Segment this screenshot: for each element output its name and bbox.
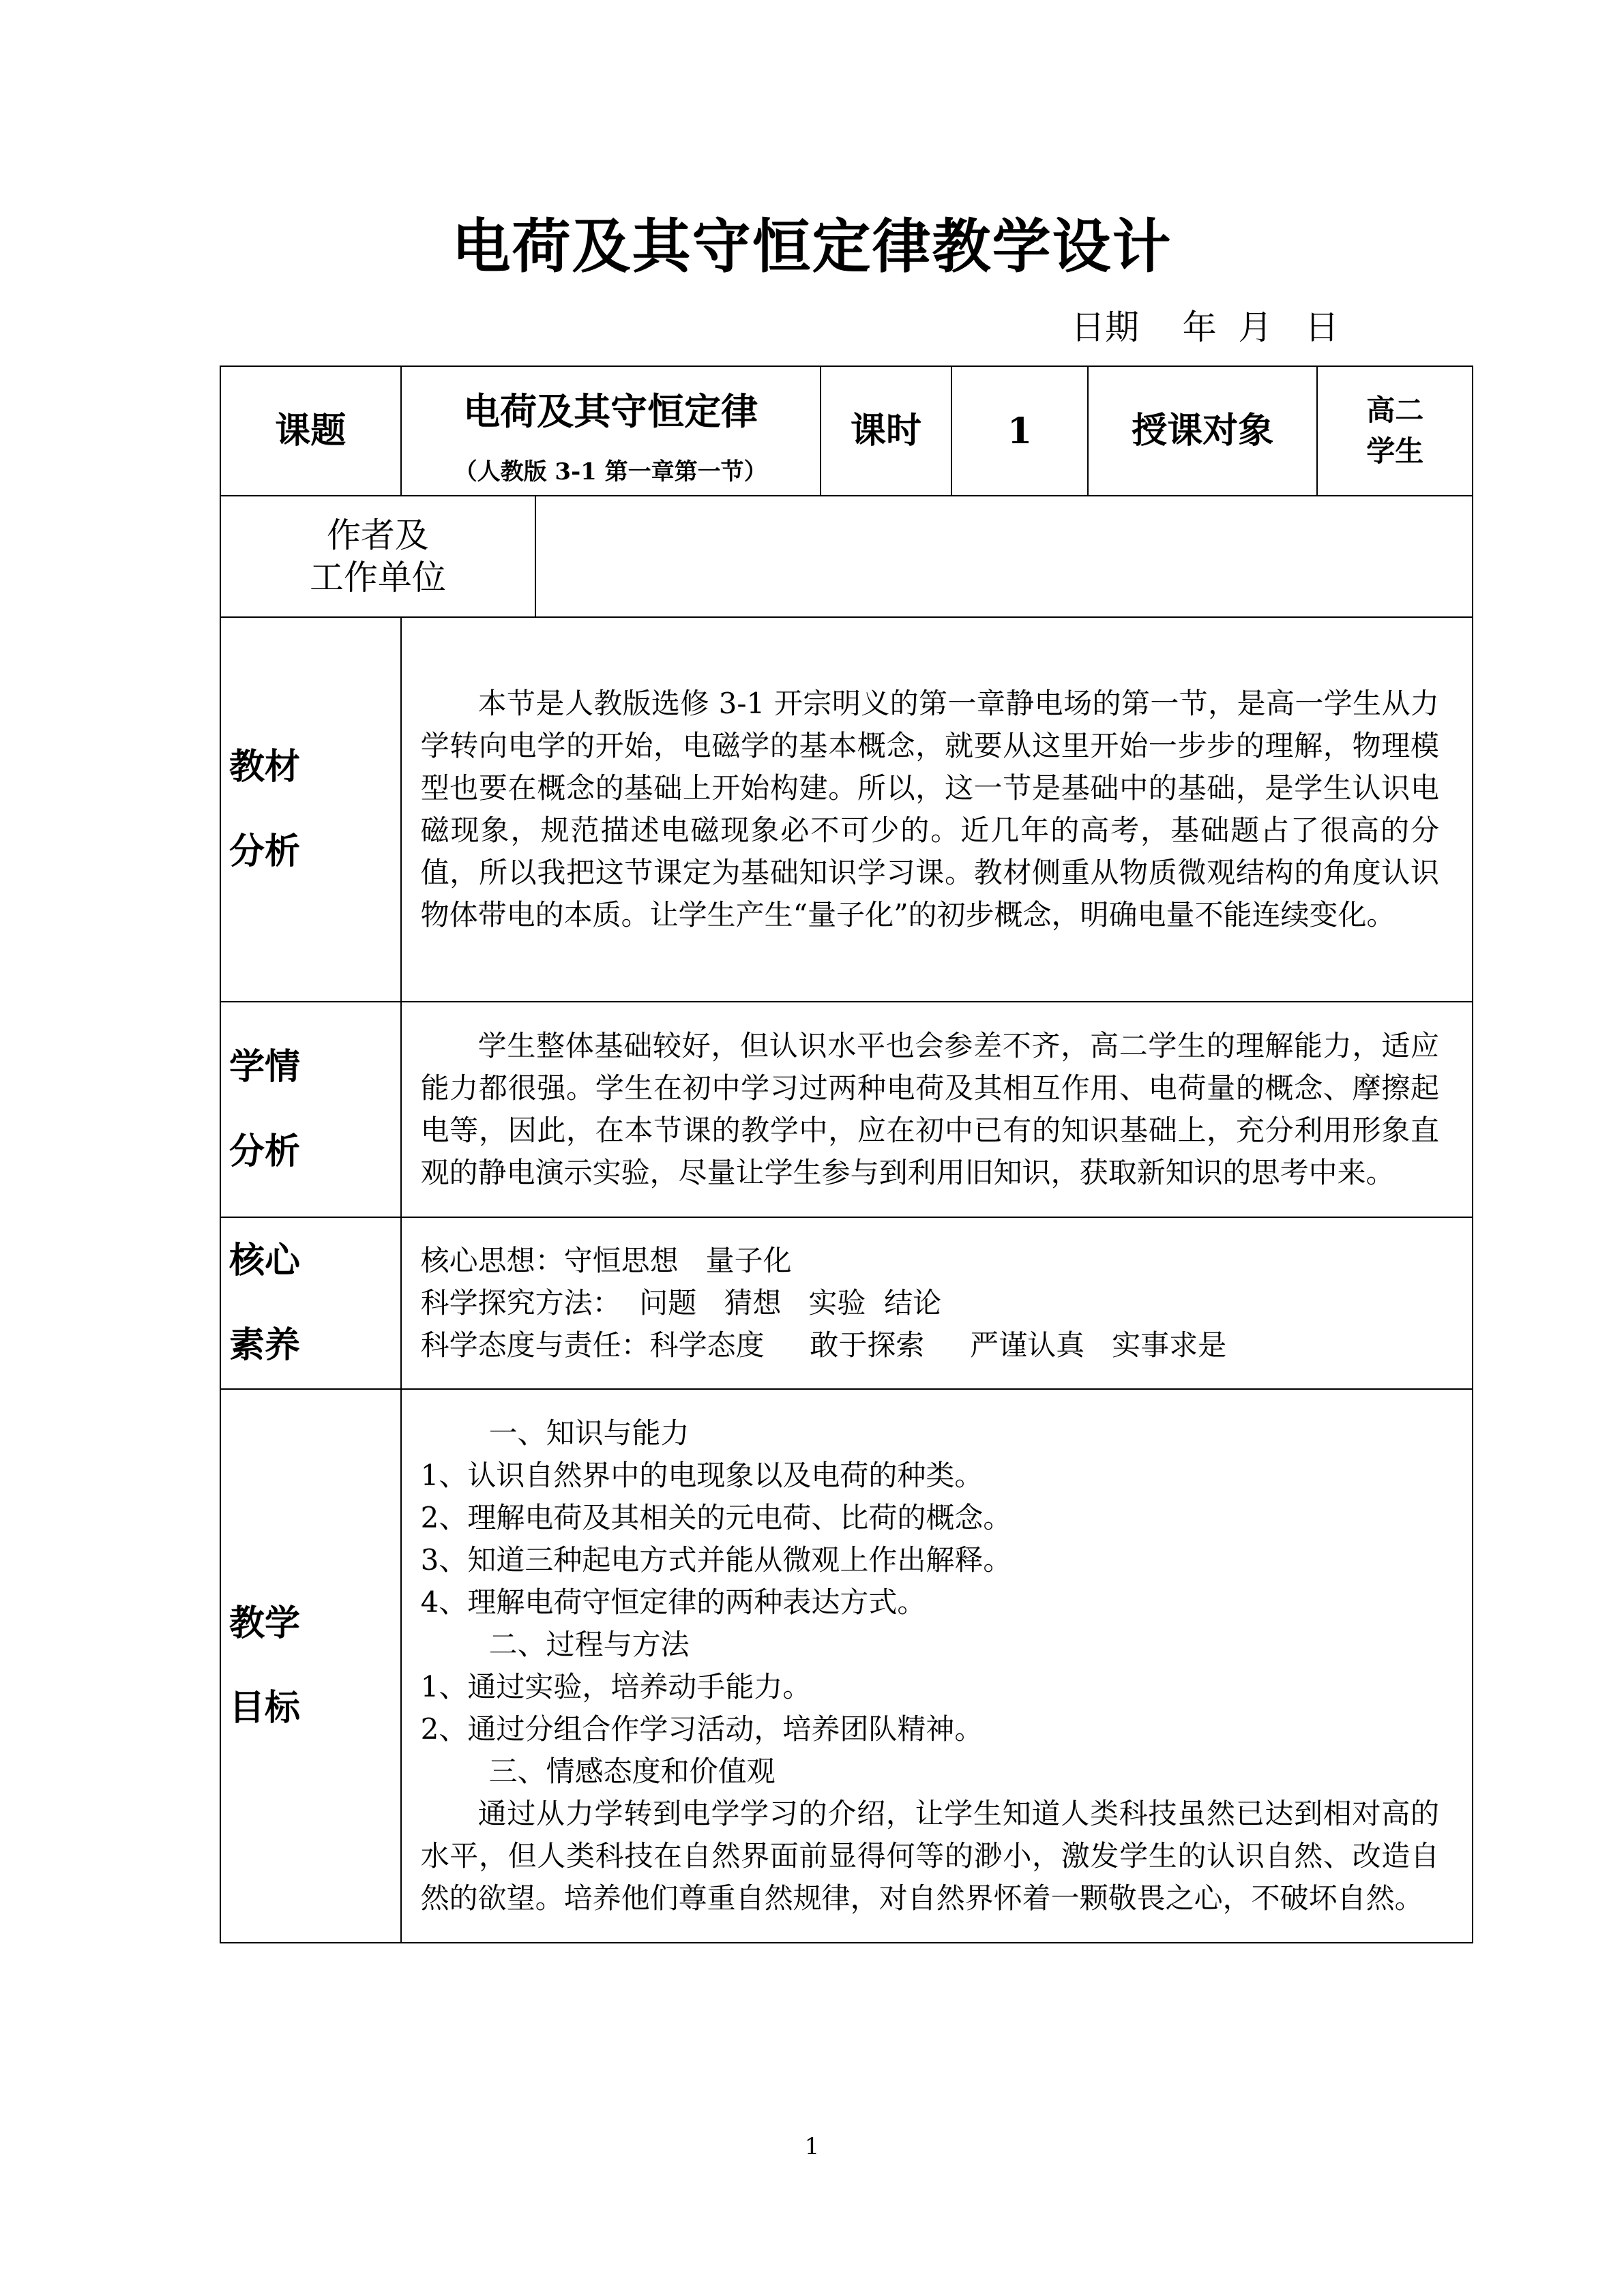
header-row bbox=[220, 366, 1473, 496]
student-analysis-cell bbox=[401, 1002, 1473, 1217]
teaching-goals-label-cell bbox=[220, 1389, 401, 1943]
student-analysis-label-line-1: 学情 bbox=[229, 1047, 301, 1088]
author-row bbox=[220, 496, 1473, 617]
topic-title: 电荷及其守恒定律 bbox=[463, 390, 758, 433]
teaching-goals-label-line-1: 教学 bbox=[229, 1603, 301, 1644]
lesson-plan-table bbox=[220, 366, 1473, 1943]
student-analysis-label-cell bbox=[220, 1002, 401, 1217]
core-literacy-line-1: 核心思想：守恒思想 量子化 bbox=[420, 1244, 792, 1277]
goals-item: 1、通过实验，培养动手能力。 bbox=[420, 1670, 812, 1703]
goals-item: 2、理解电荷及其相关的元电荷、比荷的概念。 bbox=[420, 1501, 1012, 1534]
author-label-line-1: 作者及 bbox=[326, 516, 429, 555]
textbook-analysis-label-cell bbox=[220, 617, 401, 1002]
core-literacy-cell bbox=[401, 1217, 1473, 1389]
textbook-analysis-cell bbox=[401, 617, 1473, 1002]
teaching-goals-lines bbox=[402, 1412, 1472, 1920]
goals-heading-3: 三、情感态度和价值观 bbox=[488, 1755, 776, 1788]
core-literacy-line-2: 科学探究方法： 问题 猜想 实验 结论 bbox=[420, 1286, 942, 1320]
textbook-analysis-label-line-1: 教材 bbox=[229, 747, 301, 788]
audience-line-2: 学生 bbox=[1366, 434, 1424, 468]
core-literacy-line-3: 科学态度与责任：科学态度 敢于探索 严谨认真 实事求是 bbox=[420, 1328, 1227, 1362]
audience-line-1: 高二 bbox=[1366, 393, 1424, 427]
document-title: 电荷及其守恒定律教学设计 bbox=[452, 213, 1172, 281]
goals-item: 1、认识自然界中的电现象以及电荷的种类。 bbox=[420, 1459, 984, 1492]
goals-heading-2: 二、过程与方法 bbox=[488, 1628, 690, 1661]
student-analysis-row bbox=[220, 1002, 1473, 1217]
goals-item: 2、通过分组合作学习活动，培养团队精神。 bbox=[420, 1712, 984, 1746]
goals-heading-1: 一、知识与能力 bbox=[488, 1416, 690, 1450]
page-number: 1 bbox=[804, 2133, 820, 2160]
topic-cell bbox=[401, 366, 821, 496]
core-literacy-label-cell bbox=[220, 1217, 401, 1389]
hours-label: 课时 bbox=[821, 366, 952, 496]
goals-paragraph-3: 通过从力学转到电学学习的介绍，让学生知道人类科技虽然已达到相对高的水平，但人类科技在自然界面前显得何等的渺小，激发学生的认识自然、改造自然的欲望。培养他们尊重自然规律，对自然界怀着一颗敬畏之心，不破坏自然。 bbox=[420, 1797, 1439, 1915]
textbook-analysis-text: 本节是人教版选修 3-1 开宗明义的第一章静电场的第一节，是高一学生从力学转向电学的开始，电磁学的基本概念，就要从这里开始一步步的理解，物理模型也要在概念的基础上开始构建。所以，这一节是基础中的基础，是学生认识电磁现象，规范描述电磁现象必不可少的。近几年的高考，基础题占了很高的分值，所以我把这节课定为基础知识学习课。教材侧重从物质微观结构的角度认识物体带电的本质。让学生产生“量子化”的初步概念，明确电量不能连续变化。 bbox=[420, 687, 1439, 931]
topic-subtitle: （人教版 3-1 第一章第一节） bbox=[454, 458, 767, 486]
student-analysis-label-line-2: 分析 bbox=[229, 1131, 301, 1172]
core-literacy-lines bbox=[402, 1240, 1472, 1367]
textbook-analysis-label-line-2: 分析 bbox=[229, 831, 301, 872]
core-literacy-label-line-1: 核心 bbox=[229, 1240, 301, 1281]
goals-item: 3、知道三种起电方式并能从微观上作出解释。 bbox=[420, 1543, 1012, 1577]
teaching-goals-label-line-2: 目标 bbox=[229, 1688, 301, 1729]
author-label-cell bbox=[220, 496, 535, 617]
core-literacy-label-line-2: 素养 bbox=[229, 1325, 301, 1366]
hours-value: 1 bbox=[951, 366, 1088, 496]
date-line: 日期 年 月 日 bbox=[1071, 308, 1340, 347]
core-literacy-row bbox=[220, 1217, 1473, 1389]
teaching-goals-cell bbox=[401, 1389, 1473, 1943]
textbook-analysis-row bbox=[220, 617, 1473, 1002]
audience-label: 授课对象 bbox=[1088, 366, 1318, 496]
audience-cell bbox=[1317, 366, 1473, 496]
author-label-line-2: 工作单位 bbox=[309, 558, 446, 597]
student-analysis-text: 学生整体基础较好，但认识水平也会参差不齐，高二学生的理解能力，适应能力都很强。学生在初中学习过两种电荷及其相互作用、电荷量的概念、摩擦起电等，因此，在本节课的教学中，应在初中已有的知识基础上，充分利用形象直观的静电演示实验，尽量让学生参与到利用旧知识，获取新知识的思考中来。 bbox=[420, 1029, 1439, 1189]
teaching-goals-row bbox=[220, 1389, 1473, 1943]
goals-item: 4、理解电荷守恒定律的两种表达方式。 bbox=[420, 1585, 926, 1619]
author-value bbox=[535, 496, 1473, 617]
topic-label: 课题 bbox=[220, 366, 401, 496]
